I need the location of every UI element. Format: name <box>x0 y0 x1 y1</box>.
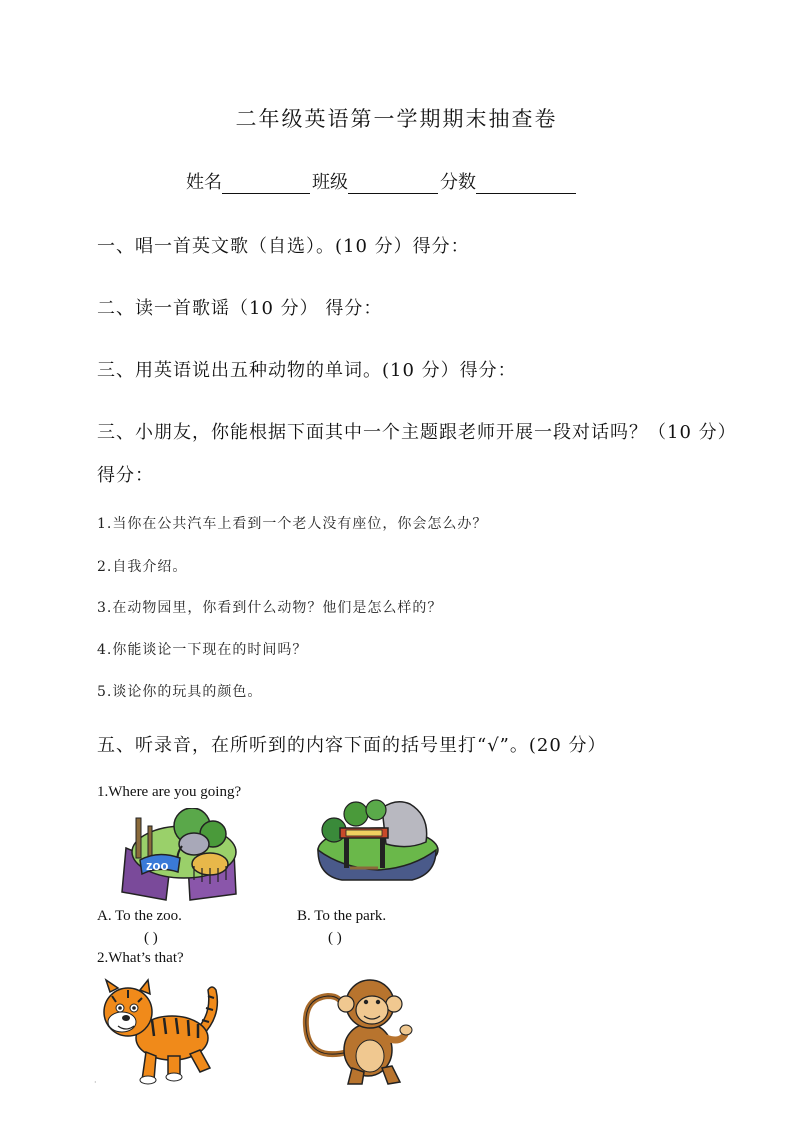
section-1: 一、唱一首英文歌（自选）。(10 分）得分： <box>97 236 470 257</box>
class-blank[interactable] <box>348 173 438 194</box>
zoo-sign-text: zoo <box>146 858 169 873</box>
score-label: 分数 <box>440 172 476 193</box>
class-label: 班级 <box>312 172 348 193</box>
topic-3: 3.在动物园里，你看到什么动物？他们是怎么样的？ <box>97 600 443 616</box>
section-3: 三、用英语说出五种动物的单词。(10 分）得分： <box>97 360 517 381</box>
topic-5: 5.谈论你的玩具的颜色。 <box>97 684 263 700</box>
section-5: 五、听录音，在所听到的内容下面的括号里打“√”。(20 分） <box>97 735 607 756</box>
name-blank[interactable] <box>222 173 310 194</box>
name-label: 姓名 <box>186 172 222 193</box>
tiger-illustration-icon <box>92 976 226 1092</box>
question-2: 2.What’s that? <box>97 950 184 966</box>
topic-1: 1.当你在公共汽车上看到一个老人没有座位，你会怎么办？ <box>97 516 488 532</box>
monkey-illustration-icon <box>298 972 418 1094</box>
page-title: 二年级英语第一学期期末抽查卷 <box>235 107 558 131</box>
section-4-score: 得分： <box>97 465 154 486</box>
option-a-label: A. To the zoo. <box>97 908 182 924</box>
score-blank[interactable] <box>476 173 576 194</box>
topic-4: 4.你能谈论一下现在的时间吗？ <box>97 642 308 658</box>
zoo-illustration-icon <box>118 808 242 906</box>
section-4-heading: 三、小朋友，你能根据下面其中一个主题跟老师开展一段对话吗？（10 分） <box>97 422 737 443</box>
answer-bracket-b[interactable]: ( ) <box>328 930 342 946</box>
park-illustration-icon <box>312 798 440 888</box>
student-info-line <box>186 168 578 194</box>
topic-2: 2.自我介绍。 <box>97 559 188 575</box>
footer-mark: · <box>94 1078 97 1087</box>
section-2: 二、读一首歌谣（10 分） 得分： <box>97 298 383 319</box>
question-1: 1.Where are you going? <box>97 784 242 800</box>
answer-bracket-a[interactable]: ( ) <box>144 930 158 946</box>
option-b-label: B. To the park. <box>297 908 387 924</box>
